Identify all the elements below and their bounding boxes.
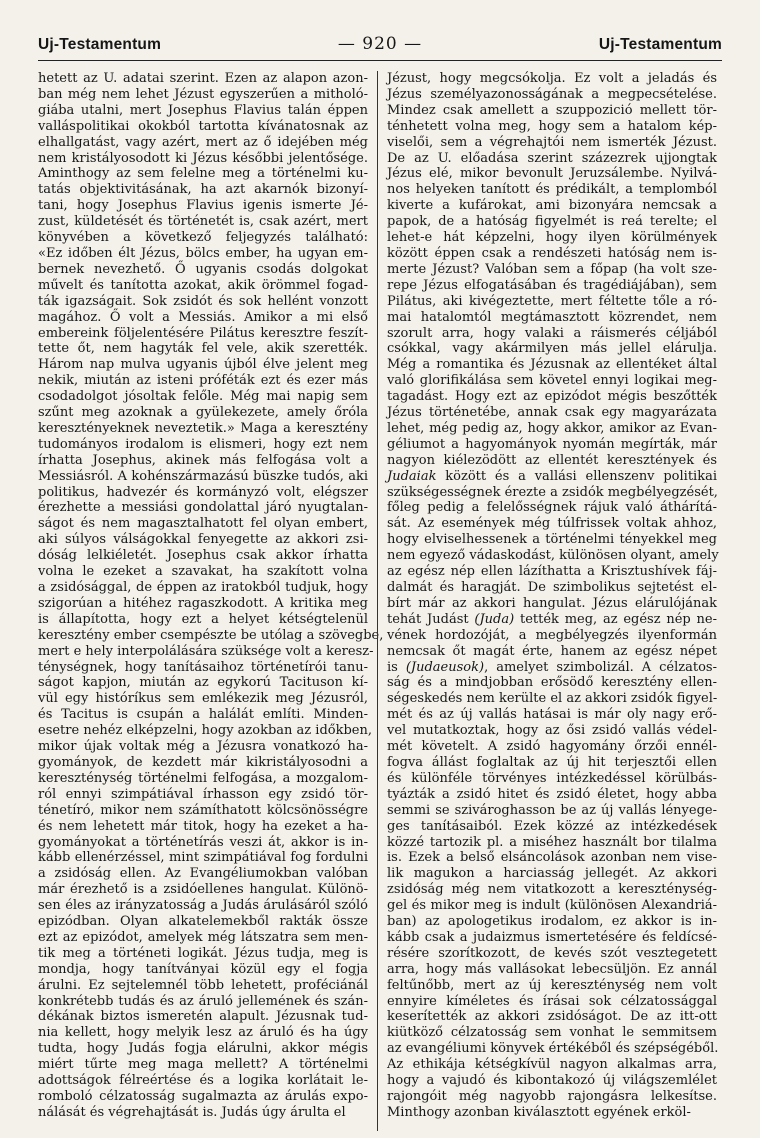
text-line: Jézus elé, mikor bevonult Jeruzsálembe. Nyilvá- bbox=[387, 166, 717, 182]
text-line: esetre nehéz elképzelni, hogy azokban az időkben, bbox=[38, 723, 372, 739]
text-line: keresztény ember csempészte be utólag a szövegbe, bbox=[38, 627, 384, 643]
text-line: kiütköző célzatosság sem vonhat le semmitsem bbox=[387, 1025, 717, 1041]
text-line: kereszténység történelmi felfogása, a mozgalom- bbox=[38, 770, 368, 786]
text-line: csodadolgot jósoltak felőle. Még mai napig sem bbox=[38, 389, 368, 405]
text-line: vének hordozóját, a megbélyegzés ilyenformán bbox=[387, 627, 717, 643]
text-line: is. Ezek a belső elsáncolások azonban nem vise- bbox=[387, 850, 717, 866]
text-line: ges tanításaiból. Ezek közzé az intézkedések bbox=[387, 818, 717, 834]
text-line: Jézus személyazonosságának a megpecsételése. bbox=[387, 86, 717, 102]
text-line: között éppen csak a rendészeti hatóság nem is- bbox=[387, 245, 717, 261]
text-line: érezhette a messiási gondolattal járó nyugtalan- bbox=[38, 500, 368, 516]
text-line: tik meg a történeti logikát. Jézus tudja, meg is bbox=[38, 945, 368, 961]
text-line: az egész nép ellen lázíthatta a Krisztushívek fáj- bbox=[387, 564, 717, 580]
text-line: valláspolitikai okokból tartotta kívánatosnak az bbox=[38, 118, 368, 134]
text-line: írhatta Josephus, akinek más felfogása volt a bbox=[38, 452, 368, 468]
text-line: nem kristályosodott ki Jézus későbbi jelentősége. bbox=[38, 150, 368, 166]
text-line: gyományokat a történetírás veszi át, akkor is in- bbox=[38, 834, 368, 850]
text-line: zsidóság még nem vitatkozott a kereszténység- bbox=[387, 882, 717, 898]
text-line: Még a romantika és Jézusnak az ellentéket által bbox=[387, 357, 717, 373]
text-line: már érezhető is a zsidóellenes hangulat. Különö- bbox=[38, 882, 368, 898]
text-line: mai hatalomtól megtámasztott közrendet, nem bbox=[387, 309, 717, 325]
text-line: szükségességnek érezte a zsidók megbélyegzését, bbox=[387, 484, 718, 500]
text-line: keresztényeknek neveztetik.» Maga a keresztény bbox=[38, 420, 368, 436]
text-line: adottságok félreértése és a logika korlátait le- bbox=[38, 1073, 368, 1089]
text-line: főleg pedig a felelősségnek rájuk való áthárítá- bbox=[387, 500, 717, 516]
page-number: — 920 — bbox=[337, 34, 423, 54]
text-line: aki súlyos válságokkal fenyegette az akkori zsi- bbox=[38, 532, 368, 548]
text-line: konkrétebb tudás és az áruló jellemének és szán- bbox=[38, 993, 368, 1009]
right-column bbox=[378, 71, 717, 1131]
text-line: hetett az U. adatai szerint. Ezen az alapon azon- bbox=[38, 71, 368, 86]
text-line: embereink följelentésére Pilátus keresztre feszít- bbox=[38, 325, 368, 341]
text-line: is állapította, hogy ezt a helyet kétségtelenül bbox=[38, 611, 368, 627]
text-line: Aminthogy az sem felelne meg a történelmi ku- bbox=[38, 166, 368, 182]
text-line: gel és mikor meg is indult (különösen Alexandriá- bbox=[387, 898, 717, 914]
text-line: Az ethikája kétségkívül nagyon alkalmas arra, bbox=[387, 1057, 717, 1073]
text-line: ténhetett volna meg, hogy sem a hatalom kép- bbox=[387, 118, 717, 134]
text-line: lehet-e hát képzelni, hogy ilyen körülmények bbox=[387, 230, 717, 246]
text-line: elhallgatást, vagy azért, mert az ő idejében még bbox=[38, 134, 368, 150]
text-line: ról ennyi szimpátiával írhasson egy zsidó tör- bbox=[38, 786, 368, 802]
text-line: és nem lehetett már titok, hogy ha ezeket a ha- bbox=[38, 818, 368, 834]
text-line: kább csak a judaizmus ismertetésére és feldícsé- bbox=[387, 929, 717, 945]
text-line: ságot és nem magasztalhatott fel olyan embert, bbox=[38, 516, 368, 532]
text-line: Jézust, hogy megcsókolja. Ez volt a jeladás és bbox=[387, 71, 717, 86]
text-line: tudományos irodalom is elismeri, hogy ezt nem bbox=[38, 436, 368, 452]
text-line: Pilátus, aki kivégeztette, mert féltette tőle a ró- bbox=[387, 293, 717, 309]
text-line: szorult arra, hogy valaki a ráismerés céljából bbox=[387, 325, 717, 341]
text-line: lik magukon a harciasság jellegét. Az akkori bbox=[387, 866, 717, 882]
text-line: «Ez időben élt Jézus, bölcs ember, ha ugyan em- bbox=[38, 245, 368, 261]
text-line: De az U. előadása szerint százezrek ujjongtak bbox=[387, 150, 717, 166]
text-line: géliumot a hagyományok nyomán megírták, már bbox=[387, 436, 717, 452]
text-line: mondja, hogy tanítványai közül egy el fogja bbox=[38, 961, 368, 977]
text-line: könyvében a következő feljegyzés található: bbox=[38, 230, 368, 246]
text-line: romboló célzatosság sugalmazta az árulás expo- bbox=[38, 1089, 368, 1104]
text-line: a zsidósággal, de éppen az iratokból tudjuk, hogy bbox=[38, 580, 368, 595]
text-line: és különféle törvényes intézkedéssel körülbás- bbox=[387, 770, 717, 786]
text-line: nos helyeken tanított és prédikált, a templomból bbox=[387, 182, 717, 198]
text-line: Messiásról. A kohénszármazású büszke tudós, aki bbox=[38, 468, 368, 484]
header-right-title: Uj-Testamentum bbox=[598, 36, 722, 53]
header-left-title: Uj-Testamentum bbox=[38, 36, 162, 53]
text-line: magához. Ő volt a Messiás. Amikor a mi első bbox=[38, 309, 368, 325]
text-line: tyázták a zsidó hitet és zsidó életet, hogy abba bbox=[387, 786, 717, 802]
text-line: szigorúan a hitéhez ragaszkodott. A kritika meg bbox=[38, 595, 368, 611]
text-line: tagadást. Hogy ezt az epizódot mégis beszőtték bbox=[387, 389, 717, 405]
text-line: tudta, hogy Judás fogja elárulni, akkor mégis bbox=[38, 1041, 368, 1057]
text-line: ténységnek, hogy tanításaihoz történetírói tanu- bbox=[38, 659, 368, 675]
text-line: ségeskedés nem kerülte el az akkori zsidók figyel- bbox=[387, 691, 718, 707]
text-line: és Tacitus is csupán a halálát említi. Minden- bbox=[38, 707, 368, 723]
text-line: Minthogy azonban kiválasztott egyének erköl- bbox=[387, 1104, 691, 1120]
text-line: bernek nevezhető. Ő ugyanis csodás dolgokat bbox=[38, 261, 368, 277]
text-line: sen éles az irányzatosság a Judás árulásáról szóló bbox=[38, 898, 368, 914]
text-line: mikor újak voltak még a Jézusra vonatkozó ha- bbox=[38, 739, 368, 755]
text-line: nem egyező vádaskodást, különösen olyant, amely bbox=[387, 548, 719, 564]
left-column bbox=[38, 71, 384, 1131]
text-line: nagyon kiélezödött az ellentét keresztények és bbox=[387, 452, 717, 468]
text-line: hogy elviselhessenek a történelmi tényekkel meg bbox=[387, 532, 717, 548]
text-line: keserítették az akkori zsidóságot. De az itt-ott bbox=[387, 1009, 717, 1025]
text-line: az evangéliumi könyvek értékéből és szépségéből. bbox=[387, 1041, 719, 1057]
text-line: ezt az epizódot, amelyek még látszatra sem men- bbox=[38, 929, 368, 945]
text-line: repe Jézus elfogatásában és tragédiájában), sem bbox=[387, 277, 717, 293]
text-line: szűnt meg azoknak a gyülekezete, amely őróla bbox=[38, 405, 368, 421]
text-line: epizódban. Olyan alkatelemekből rakták össze bbox=[38, 914, 368, 930]
text-line: a zsidóság ellen. Az Evangéliumokban valóban bbox=[38, 866, 368, 882]
header-rule bbox=[38, 60, 722, 61]
text-line: Judaiak között és a vallási ellenszenv politikai bbox=[387, 468, 717, 484]
text-line: résére szorítkozott, de kevés szót vesztegetett bbox=[387, 945, 717, 961]
text-line: dóság lelkiéletét. Josephus csak akkor írhatta bbox=[38, 548, 368, 564]
text-line: ságot kapjon, miután az egykorú Tacituson kí- bbox=[38, 675, 368, 691]
text-line: ták igazságait. Sok zsidót és sok hellént vonzott bbox=[38, 293, 368, 309]
text-line: való glorifikálása sem követel ennyi logikai meg- bbox=[387, 373, 717, 389]
text-line: mét és az új vallás hatásai is már oly nagy erő- bbox=[387, 707, 717, 723]
text-line: nekik, miután az isteni próféták ezt és ezer más bbox=[38, 373, 368, 389]
text-line: vel mutatkoztak, hogy az ősi zsidó vallás védel- bbox=[387, 723, 717, 739]
text-line: giába utalni, mert Josephus Flavius talán éppen bbox=[38, 102, 368, 118]
text-line: feltűnőbb, mert az új kereszténység nem volt bbox=[387, 977, 717, 993]
text-line: ság és a mindjobban erősödő keresztény ellen- bbox=[387, 675, 717, 691]
text-line: sát. Az események még túlfrissek voltak ahhoz, bbox=[387, 516, 717, 532]
text-line: bírt már az akkori hangulat. Jézus elárulójának bbox=[387, 595, 717, 611]
text-line: ténetíró, mikor nem számíthatott kölcsönösségre bbox=[38, 802, 368, 818]
text-line: mert e hely interpolálására szüksége volt a keresz- bbox=[38, 643, 374, 659]
two-column-body bbox=[38, 71, 722, 1131]
text-line: lehet, még pedig az, hogy akkor, amikor az Evan- bbox=[387, 420, 717, 436]
text-line: miért tűrte meg maga mellett? A történelmi bbox=[38, 1057, 368, 1073]
text-line: semmi se szivároghasson be az új vallás lényege- bbox=[387, 802, 717, 818]
text-line: tani, hogy Josephus Flavius igenis ismerte Jé- bbox=[38, 198, 368, 214]
text-line: nia kellett, hogy melyik lesz az áruló és ha úgy bbox=[38, 1025, 368, 1041]
text-line: zust, küldetését és történetét is, csak azért, mert bbox=[38, 214, 368, 230]
text-line: vül egy históríkus sem emlékezik meg Jézusról, bbox=[38, 691, 368, 707]
text-line: közzé tartozik pl. a miséhez használt bor tilalma bbox=[387, 834, 717, 850]
text-line: ban még nem lehet Jézust egyszerűen a mitholó- bbox=[38, 86, 368, 102]
text-line: árulni. Ez sejtelemnél több lehetett, proféciánál bbox=[38, 977, 368, 993]
text-line: rajongóit még nagyobb rajongásra lelkesítse. bbox=[387, 1089, 717, 1104]
text-line: hogy a vajudó és kibontakozó új világszemlélet bbox=[387, 1073, 717, 1089]
text-line: tette őt, nem hagyták fel vele, akik szerették. bbox=[38, 341, 368, 357]
text-line: mét követelt. A zsidó hagyomány őrzői ennél- bbox=[387, 739, 717, 755]
text-line: merte Jézust? Valóban sem a főpap (ha volt sze- bbox=[387, 261, 717, 277]
text-line: gyományok, de kezdett már kikristályosodni a bbox=[38, 754, 368, 770]
text-line: is (Judaeusok), amelyet szimbolizál. A célzatos- bbox=[387, 659, 717, 675]
running-header bbox=[38, 34, 722, 56]
text-line: tatás objektivitásának, ha azt akarnók bizonyí- bbox=[38, 182, 368, 198]
text-line: viselői, sem a végrehajtói nem ismerték Jézust. bbox=[387, 134, 717, 150]
text-line: nemcsak őt magát érte, hanem az egész népet bbox=[387, 643, 717, 659]
text-line: politikus, hadvezér és kormányzó volt, elégszer bbox=[38, 484, 368, 500]
text-line: fogva állást foglaltak az új hit terjesztői ellen bbox=[387, 754, 717, 770]
text-line: ennyire kíméletes és írásai sok célzatossággal bbox=[387, 993, 717, 1009]
text-line: arra, hogy más vallásokat lebecsüljön. Ez annál bbox=[387, 961, 717, 977]
text-line: művelt és tanította azokat, akik örömmel fogad- bbox=[38, 277, 368, 293]
text-line: volna le ezeket a szavakat, ha szakított volna bbox=[38, 564, 368, 580]
text-line: csókkal, vagy akármilyen más jellel elárulja. bbox=[387, 341, 717, 357]
text-line: dékának biztos ismeretén alapult. Jézusnak tud- bbox=[38, 1009, 368, 1025]
text-line: dalmát és haragját. De szimbolikus sejtetést el- bbox=[387, 580, 717, 595]
text-line: ban) az apologetikus irodalom, ez akkor is in- bbox=[387, 914, 717, 930]
text-line: papok, de a hatóság figyelmét is reá terelte; el bbox=[387, 214, 717, 230]
text-line: nálását és végrehajtását is. Judás úgy árulta el bbox=[38, 1104, 346, 1120]
text-line: kább ellenérzéssel, mint szimpátiával fog fordulni bbox=[38, 850, 368, 866]
text-line: Mindez csak amellett a szuppozició mellett tör- bbox=[387, 102, 717, 118]
text-line: tehát Judást (Juda) tették meg, az egész nép ne- bbox=[387, 611, 717, 627]
text-line: Három nap mulva ugyanis újból élve jelent meg bbox=[38, 357, 368, 373]
text-line: kiverte a kufárokat, ami bizonyára nemcsak a bbox=[387, 198, 717, 214]
text-line: Jézus történetébe, annak csak egy magyarázata bbox=[387, 405, 717, 421]
